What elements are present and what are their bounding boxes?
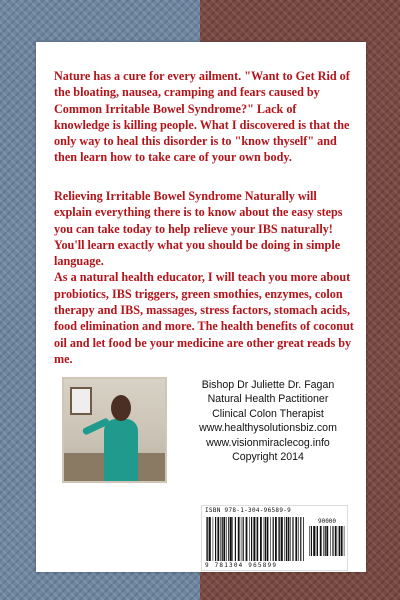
barcode-stripe [295,517,297,561]
barcode-stripe [257,517,258,561]
author-title-2: Clinical Colon Therapist [212,407,324,420]
wall-frame [70,387,92,415]
barcode-stripe [281,517,283,561]
barcode-stripe [326,526,328,556]
barcode-stripe [267,517,269,561]
description-paragraph-3-text: As a natural health educator, I will teach you more about probiotics, IBS triggers, green smothies, enzymes, colon therapy and IBS, massages, stress factors, stomach acids, food elimination and more. The health benefits of coconut oil and let food be your medicine are other great reads by me. [54,270,354,366]
barcode-stripe [206,517,207,561]
barcode-stripe [300,517,301,561]
barcode-stripe [330,526,331,556]
author-name: Bishop Dr Juliette Dr. Fagan [201,379,335,391]
author-website-1: www.healthysolutionsbiz.com [199,422,337,435]
barcode-stripe [298,517,299,561]
barcode-stripe [213,517,214,561]
barcode-stripe [220,517,221,561]
barcode-stripe [284,517,285,561]
barcode-stripe [238,517,240,561]
barcode-stripe [279,517,280,561]
barcode-stripe [215,517,216,561]
barcode-stripe [265,517,266,561]
author-figure-head [111,395,131,421]
barcode-stripe [309,526,310,556]
barcode-stripe [303,517,304,561]
barcode-stripe [341,526,343,556]
description-paragraph-2-text: Relieving Irritable Bowel Syndrome Naturally will explain everything there is to know about the easy steps you can take today to help relieve your IBS naturally! You'll learn exactly what you should be doing in simple language. [54,189,343,269]
barcode-stripe [235,517,236,561]
barcode-stripe [316,526,317,556]
author-bio [178,378,358,464]
barcode-stripe [207,517,208,561]
ean-digits: 9 781304 965899 [205,562,278,569]
ean-barcode [206,517,304,561]
price-code-label: 90000 [317,518,337,525]
barcode-stripe [230,517,232,561]
barcode-stripe [320,526,322,556]
barcode-stripe [228,517,229,561]
description-paragraph-2 [54,188,354,367]
barcode-stripe [313,526,315,556]
author-figure-body [104,419,138,483]
barcode-stripe [344,526,345,556]
barcode-stripe [249,517,250,561]
barcode-stripe [222,517,223,561]
barcode-stripe [241,517,242,561]
barcode-stripe [246,517,248,561]
description-paragraph-1: Nature has a cure for every ailment. "Want to Get Rid of the bloating, nausea, cramping and fears caused by Common Irritable Bowel Syndrome?" Lack of knowledge is killing people. What I discovered is that the only way to heal this disorder is to "know thyself" and then learn how to take care of your own body. [54,69,350,165]
barcode-stripe [209,517,211,561]
barcode-stripe [339,526,340,556]
author-photo [62,377,167,483]
barcode-stripe [335,526,337,556]
barcode-stripe [290,517,291,561]
barcode-stripe [273,517,274,561]
barcode-stripe [325,526,326,556]
barcode-stripe [256,517,257,561]
barcode-stripe [253,517,255,561]
barcode-stripe [286,517,287,561]
copyright-notice: Copyright 2014 [232,451,304,464]
barcode-stripe [317,526,318,556]
barcode-stripe [260,517,262,561]
barcode-stripe [264,517,265,561]
price-barcode [309,526,345,556]
barcode-stripe [270,517,271,561]
isbn-label: ISBN 978-1-304-96589-9 [205,507,292,514]
barcode-stripe [275,517,277,561]
barcode-stripe [243,517,244,561]
barcode-stripe [311,526,312,556]
barcode-stripe [338,526,339,556]
author-website-2: www.visionmiraclecog.info [206,436,330,449]
barcode-stripe [226,517,227,561]
author-title-1: Natural Health Pactitioner [207,393,329,406]
barcode-stripe [232,517,233,561]
barcode-stripe [288,517,290,561]
barcode-stripe [278,517,279,561]
barcode-stripe [223,517,225,561]
barcode-stripe [332,526,333,556]
barcode-stripe [323,526,324,556]
barcode-stripe [217,517,219,561]
barcode-stripe [292,517,293,561]
barcode-stripe [251,517,252,561]
